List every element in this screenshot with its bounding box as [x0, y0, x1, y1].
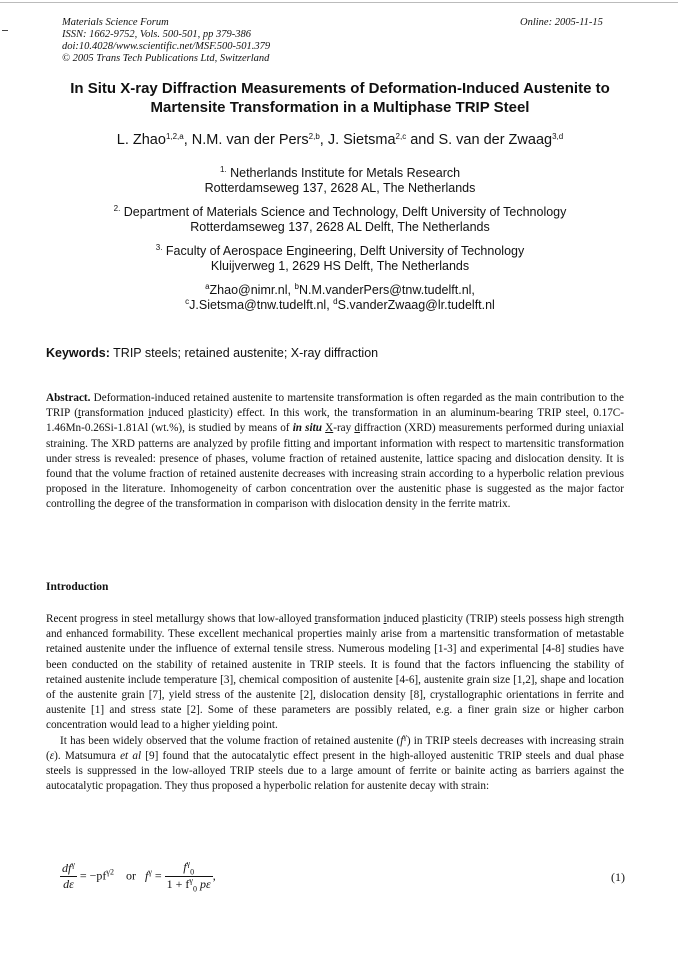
eq-text: γ2	[106, 867, 114, 877]
title-line-2: Martensite Transformation in a Multiphase TRIP Steel	[150, 99, 530, 116]
intro-text: f	[400, 734, 404, 747]
authors	[40, 131, 640, 149]
affiliation-3	[40, 244, 640, 274]
abstract-text: d	[354, 422, 360, 435]
eq-text: =	[151, 868, 165, 883]
affiliation-2	[40, 205, 640, 235]
journal-name: Materials Science Forum	[62, 17, 169, 28]
introduction-heading: Introduction	[46, 581, 109, 593]
author-sup: 1,2,a	[165, 132, 184, 141]
author-sep: ,	[183, 132, 192, 148]
eq-text: γ	[189, 876, 193, 886]
equation-1	[60, 860, 625, 900]
author-sep: ,	[319, 132, 328, 148]
eq-text: γ	[71, 860, 75, 870]
intro-text: lasticity (TRIP) steels possess high strength and enhanced formability. These excellent mechanical properties mainly arise from a martensitic transformation of metastable retained austenite under the influence of external tensile stress. Numerous modeling [1-3] and experimental [4-8] studies have been conducted on the stability of retained austenite in TRIP steels. It is found that the factors influencing the stability of retained austenite include temperature [3], chemical composition of austenite [4-6], austenite grain size [1,2], shape and location of the austenite grain [7], yield stress of the austenite [2], dislocation density [8], crystallographic orientations in ferrite and austenite [1] and stress state [2]. Some of these parameters are possibly related, e.g. a finer grain size or higher carbon concentration would lead to a higher yielding point.	[46, 613, 624, 732]
intro-text: ε	[49, 749, 55, 762]
email-sup: d	[333, 297, 338, 306]
author-name: J. Sietsma	[327, 132, 396, 148]
affiliation-sup: 3.	[155, 243, 163, 252]
abstract-text: lasticity) effect. In this work, the transformation in an aluminum-bearing TRIP steel, 0.17C-1.46Mn-0.26Si-1.81Al (wt.%), is studied by means of	[46, 407, 624, 435]
author-sep: and	[406, 132, 439, 148]
lhs-fraction	[60, 861, 77, 892]
abstract-text: iffraction (XRD) measurements performed during uniaxial straining. The XRD patterns are analyzed by profile fitting and important information with respect to martensitic transformation under stress is revealed: presence of phases, volume fraction of retained austenite, lattice spacing and dislocation density. It is found that the volume fraction of retained austenite decreases with increasing strain according to a hyperbolic relation previous proposed in the literature. Inhomogeneity of carbon concentration over the austenitic phase is suggested as the major factor controlling the degree of the transformation in comparison with dislocation density in the ferrite matrix.	[46, 422, 625, 511]
author-sup: 3,d	[552, 132, 564, 141]
abstract-label: Abstract.	[46, 392, 91, 404]
affiliation-line: Faculty of Aerospace Engineering, Delft University of Technology	[165, 244, 525, 258]
introduction-body	[46, 612, 624, 794]
affiliation-sup: 1.	[219, 165, 227, 174]
issn: ISSN: 1662-9752, Vols. 500-501, pp 379-386	[62, 29, 251, 40]
keywords-text: TRIP steels; retained austenite; X-ray diffraction	[109, 346, 379, 360]
email-sup: a	[205, 282, 210, 291]
journal-header	[62, 17, 270, 65]
intro-text: t	[314, 613, 318, 625]
email-b: N.M.vanderPers@tnw.tudelft.nl,	[298, 283, 475, 297]
equation-number: (1)	[611, 870, 625, 884]
affiliation-line: Department of Materials Science and Technology, Delft University of Technology	[123, 205, 567, 219]
email-sup: b	[294, 282, 299, 291]
eq-text: γ	[186, 859, 191, 868]
email-a: Zhao@nimr.nl,	[209, 283, 295, 297]
intro-text: i	[383, 613, 387, 625]
abstract-text: ransformation	[81, 407, 149, 420]
intro-text: nduced	[386, 613, 422, 625]
affiliation-address: Kluijverweg 1, 2629 HS Delft, The Netherlands	[210, 259, 470, 273]
affiliation-sup: 2.	[113, 204, 121, 213]
eq-text: 1 + f	[166, 877, 190, 892]
affiliation-1	[40, 166, 640, 196]
eq-text: dε	[63, 877, 74, 892]
keywords	[46, 346, 378, 360]
abstract-text: nduced	[151, 407, 189, 420]
intro-text: Recent progress in steel metallurgy shows that low-alloyed	[46, 613, 315, 625]
eq-text: pε	[196, 877, 211, 892]
intro-text: [9] found that the autocatalytic effect present in the high-alloyed austenitic TRIP steels and dual phase steels is suppressed in the low-alloyed TRIP steels due to a large amount of ferrite or bainite acting as barriers against the autocatalytic propagation. They thus proposed a hyperbolic relation for austenite decay with strain:	[46, 749, 625, 793]
email-c: J.Sietsma@tnw.tudelft.nl,	[189, 298, 334, 312]
intro-text: γ	[403, 731, 407, 741]
abstract-text: t	[77, 407, 82, 420]
author-name: L. Zhao	[116, 132, 166, 148]
intro-text: ) in TRIP steels decreases with increasing strain (	[46, 734, 624, 762]
eq-text: f	[144, 868, 149, 883]
abstract-text: p	[188, 407, 194, 420]
paper-title	[40, 79, 640, 117]
affiliation-address: Rotterdamseweg 137, 2628 AL, The Netherlands	[204, 181, 476, 195]
author-sup: 2,c	[395, 132, 407, 141]
emails	[40, 283, 640, 313]
online-date: Online: 2005-11-15	[520, 17, 603, 28]
author-sup: 2,b	[308, 132, 320, 141]
eq-text: df	[62, 861, 72, 876]
eq-text: 0	[192, 884, 197, 894]
intro-text: ). Matsumura	[54, 749, 121, 762]
top-rule	[0, 2, 678, 3]
abstract-text: i	[148, 407, 152, 420]
affiliation-address: Rotterdamseweg 137, 2628 AL Delft, The Netherlands	[190, 220, 490, 234]
intro-text: ransformation	[317, 613, 384, 625]
author-name: S. van der Zwaag	[438, 132, 553, 148]
email-sup: c	[185, 297, 190, 306]
title-line-1: In Situ X-ray Diffraction Measurements of Deformation-Induced Austenite to	[70, 80, 610, 97]
abstract-text: -ray	[333, 422, 355, 435]
eq-text: γ	[148, 867, 152, 877]
abstract-text: in situ	[292, 422, 322, 435]
eq-text: = −pf	[76, 868, 107, 883]
author-name: N.M. van der Pers	[191, 132, 309, 148]
intro-text: et al	[120, 749, 142, 762]
eq-text: f	[183, 860, 187, 874]
eq-text: or	[125, 868, 136, 883]
eq-text: ,	[212, 868, 216, 883]
email-d: S.vanderZwaag@lr.tudelft.nl	[337, 298, 495, 312]
doi: doi:10.4028/www.scientific.net/MSF.500-501.379	[62, 41, 271, 52]
affiliation-line: Netherlands Institute for Metals Research	[230, 166, 461, 180]
keywords-label: Keywords:	[46, 346, 110, 360]
intro-text: It has been widely observed that the volume fraction of retained austenite (	[60, 734, 401, 747]
abstract-text: X	[325, 422, 334, 435]
abstract-text: Deformation-induced retained austenite to martensite transformation is often regarded as the main contribution to the TRIP (	[46, 392, 624, 420]
margin-mark	[2, 30, 8, 31]
eq-text: 0	[190, 867, 195, 877]
rhs-fraction	[165, 860, 213, 894]
intro-text: p	[421, 613, 428, 625]
abstract	[46, 391, 624, 513]
copyright: © 2005 Trans Tech Publications Ltd, Switzerland	[62, 53, 270, 64]
